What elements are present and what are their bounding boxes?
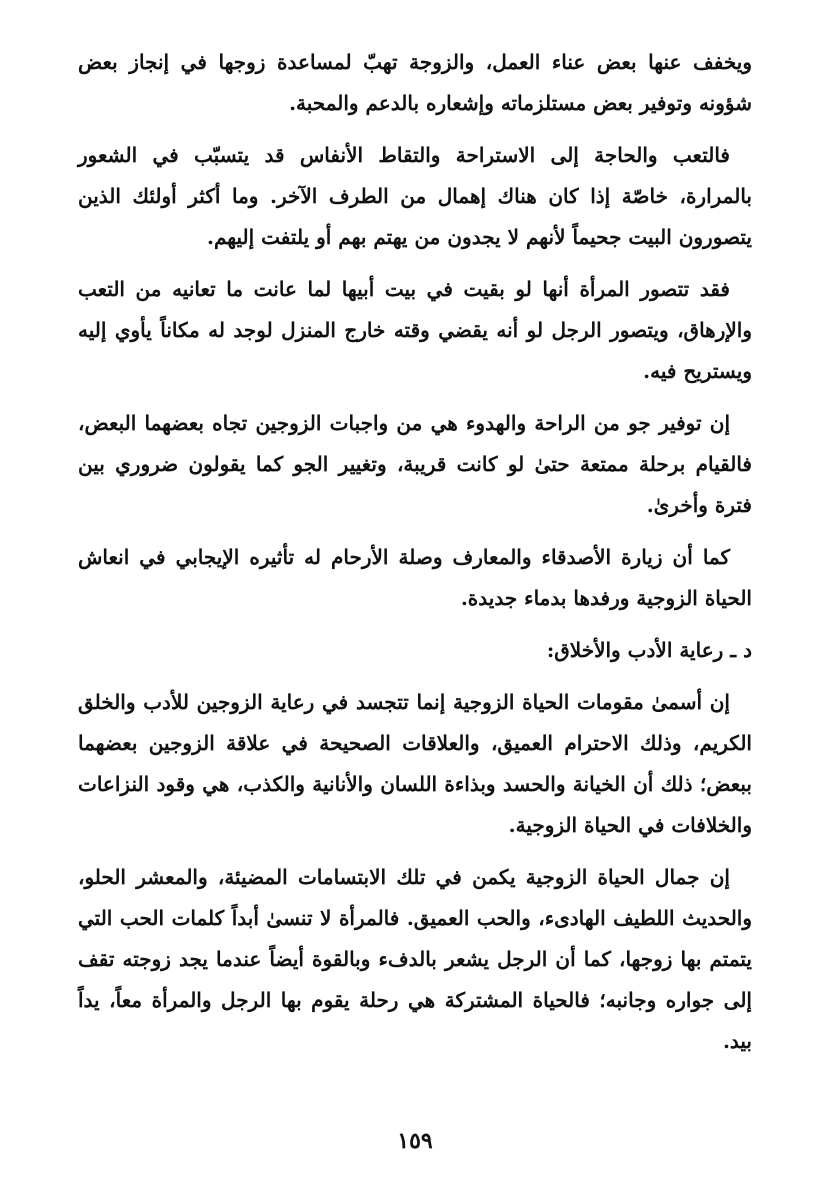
paragraph-4: إن توفير جو من الراحة والهدوء هي من واجبات الزوجين تجاه بعضهما البعض، فالقيام برحلة ممتعة حتىٰ لو كانت قريبة، وتغيير الجو كما يقولون ضروري بين فترة وأخرىٰ. [78, 411, 752, 517]
page-body [78, 42, 752, 1073]
paragraph-6: إن أسمىٰ مقومات الحياة الزوجية إنما تتجسد في رعاية الزوجين للأدب والخلق الكريم، وذلك الاحترام العميق، والعلاقات الصحيحة في علاقة الزوجين بعضهما ببعض؛ ذلك أن الخيانة والحسد وبذاءة اللسان والأنانية والكذب، هي وقود النزاعات والخلافات في الحياة الزوجية. [78, 690, 752, 837]
paragraph-3: فقد تتصور المرأة أنها لو بقيت في بيت أبيها لما عانت ما تعانيه من التعب والإرهاق، ويتصور الرجل لو أنه يقضي وقته خارج المنزل لوجد له مكاناً يأوي إليه ويستريح فيه. [78, 277, 752, 383]
paragraph-2: فالتعب والحاجة إلى الاستراحة والتقاط الأنفاس قد يتسبّب في الشعور بالمرارة، خاصّة إذا كان هناك إهمال من الطرف الآخر. وما أكثر أولئك الذين يتصورون البيت جحيماً لأنهم لا يجدون من يهتم بهم أو يلتفت إليهم. [78, 143, 752, 249]
paragraph-7: إن جمال الحياة الزوجية يكمن في تلك الابتسامات المضيئة، والمعشر الحلو، والحديث اللطيف الهادىء، والحب العميق. فالمرأة لا تنسىٰ أبداً كلمات الحب التي يتمتم بها زوجها، كما أن الرجل يشعر بالدفء وبالقوة أيضاً عندما يجد زوجته تقف إلى جواره وجانبه؛ فالحياة المشتركة هي رحلة يقوم بها الرجل والمرأة معاً، يداً بيد. [78, 865, 752, 1053]
page-number: ١٥٩ [397, 1128, 433, 1154]
paragraph-1: ويخفف عنها بعض عناء العمل، والزوجة تهبّ لمساعدة زوجها في إنجاز بعض شؤونه وتوفير بعض مستلزماته وإشعاره بالدعم والمحبة. [78, 50, 752, 115]
section-heading: د ـ رعاية الأدب والأخلاق: [546, 638, 752, 662]
paragraph-5: كما أن زيارة الأصدقاء والمعارف وصلة الأرحام له تأثيره الإيجابي في انعاش الحياة الزوجية ورفدها بدماء جديدة. [78, 545, 752, 610]
